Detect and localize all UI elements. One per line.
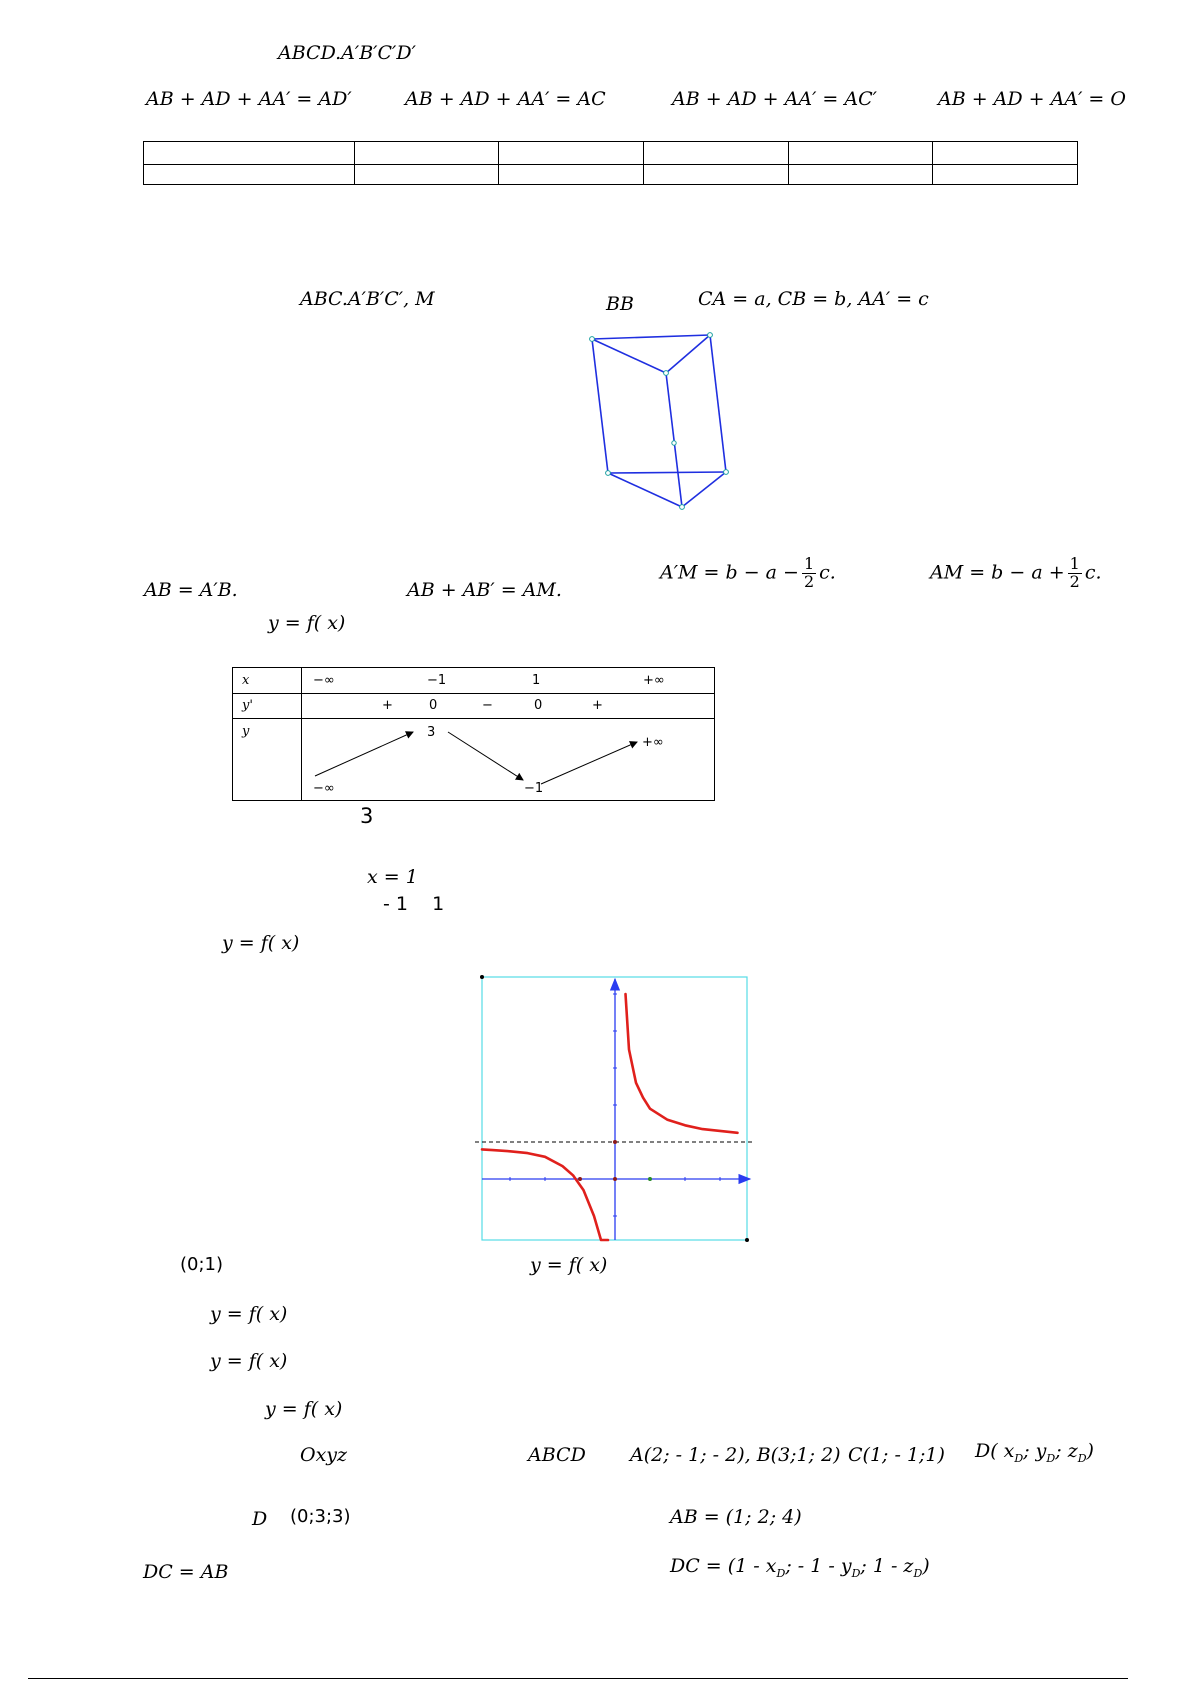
prism-edge <box>710 335 726 472</box>
x-intercept-point <box>578 1177 582 1181</box>
q2-option-d-text: AM = b − a + <box>930 561 1065 584</box>
prism-edge <box>682 472 726 507</box>
derivative-sign: + <box>382 698 393 713</box>
q2-option-a[interactable]: AB = A′B. <box>144 579 238 601</box>
q2-option-d[interactable] <box>930 556 1102 591</box>
q1-option-b[interactable]: AB + AD + AA′ = AC <box>405 88 606 110</box>
prism-edge <box>666 335 710 373</box>
vertex-point <box>708 333 713 338</box>
x-value: 1 <box>532 673 541 688</box>
q5-sol-d-coords: (0;3;3) <box>290 1506 351 1527</box>
x-value: −∞ <box>313 673 335 688</box>
x-value: +∞ <box>643 673 665 688</box>
vertex-point <box>724 470 729 475</box>
q5-figure-label: ABCD <box>528 1444 586 1466</box>
vertex-point <box>606 471 611 476</box>
hyperbola-branch-2 <box>482 1149 608 1240</box>
derivative-sign: + <box>592 698 603 713</box>
q3-option-a[interactable]: 3 <box>360 804 374 828</box>
q5-point-c: C(1; - 1;1) <box>848 1444 945 1466</box>
x-row-label: x <box>242 673 250 688</box>
q2-option-c[interactable] <box>660 556 836 591</box>
q1-option-c[interactable]: AB + AD + AA′ = AC′ <box>672 88 877 110</box>
midpoint-m <box>672 441 676 445</box>
q5-sol-dc-vector: DC = ($1 - x_D$; - $1 - y_D$; $1 - z_D$) <box>670 1555 930 1580</box>
q4-function: y = f( x) <box>222 932 300 954</box>
x-value: −1 <box>427 673 447 688</box>
q2-option-c-tail: c. <box>819 561 836 584</box>
prism-edge <box>666 373 682 507</box>
q5-system-label: Oxyz <box>300 1444 348 1466</box>
variation-table <box>232 667 715 801</box>
q4-option-c-function[interactable]: y = f( x) <box>210 1350 288 1372</box>
answer-table-row <box>144 165 1078 185</box>
answer-cell[interactable] <box>643 165 788 185</box>
derivative-sign: 0 <box>429 698 438 713</box>
answer-cell[interactable] <box>144 165 355 185</box>
answer-cell[interactable] <box>788 165 933 185</box>
q5-point-d: D( $x_D$; $y_D$; $z_D$) <box>975 1440 1094 1465</box>
prism-figure <box>580 325 740 530</box>
answer-cell[interactable] <box>933 142 1078 165</box>
answer-table-row <box>144 142 1078 165</box>
half-fraction: $\frac{1}{2}$ <box>803 554 815 591</box>
prism-edge <box>608 472 726 473</box>
vertex-point <box>590 337 595 342</box>
q3-option-d[interactable]: - 1 1 <box>383 893 445 915</box>
prism-edge <box>608 473 682 507</box>
q3-option-c[interactable]: x = 1 <box>367 866 418 888</box>
y-min-value: −1 <box>524 781 544 796</box>
arrow-up-icon <box>541 742 637 784</box>
hyperbola-branch-1 <box>626 994 738 1133</box>
q5-sol-equality: DC = AB <box>143 1561 229 1583</box>
q1-option-a[interactable]: AB + AD + AA′ = AD′ <box>146 88 352 110</box>
q4-option-d-function[interactable]: y = f( x) <box>265 1398 343 1420</box>
prism-edge <box>592 339 608 473</box>
q2-prism-label: ABC.A′B′C′, M <box>300 288 435 310</box>
arrow-up-icon <box>315 732 413 776</box>
hyperbola-graph <box>475 975 755 1245</box>
vertex-point <box>680 505 685 510</box>
point-0-1 <box>613 1140 617 1144</box>
q1-prism-label: ABCD.A′B′C′D′ <box>278 42 416 64</box>
q2-option-b[interactable]: AB + AB′ = AM. <box>407 579 562 601</box>
q5-points-ab: A(2; - 1; - 2), B(3;1; 2) <box>630 1444 841 1466</box>
y-end-value: +∞ <box>642 735 664 750</box>
half-fraction: $\frac{1}{2}$ <box>1069 554 1080 591</box>
yprime-row-label: y' <box>242 698 253 713</box>
q3-function: y = f( x) <box>268 612 346 634</box>
answer-cell[interactable] <box>354 142 499 165</box>
y-row-label: y <box>242 724 250 739</box>
answer-cell[interactable] <box>144 142 355 165</box>
frame-corner-point <box>745 1238 749 1242</box>
page-bottom-rule <box>28 1678 1128 1679</box>
answer-table <box>143 141 1078 185</box>
y-start-value: −∞ <box>313 781 335 796</box>
answer-cell[interactable] <box>499 165 644 185</box>
q2-edge-label: BB <box>606 293 634 315</box>
q4-option-a-function: y = f( x) <box>530 1254 608 1276</box>
answer-cell[interactable] <box>788 142 933 165</box>
origin-point <box>613 1177 617 1181</box>
q1-option-d[interactable]: AB + AD + AA′ = O <box>938 88 1126 110</box>
q4-option-b-function[interactable]: y = f( x) <box>210 1303 288 1325</box>
derivative-sign: − <box>482 698 493 713</box>
variation-arrows <box>233 668 714 800</box>
q2-option-d-tail: c. <box>1084 561 1102 584</box>
prism-edge <box>592 335 710 339</box>
answer-cell[interactable] <box>354 165 499 185</box>
prism-edge <box>592 339 666 373</box>
derivative-sign: 0 <box>534 698 543 713</box>
point-1-0 <box>648 1177 652 1181</box>
y-max-value: 3 <box>427 725 436 740</box>
q5-sol-ab-vector: AB = (1; 2; 4) <box>670 1506 802 1528</box>
q5-sol-d-label: D <box>252 1508 268 1530</box>
q4-option-point[interactable]: (0;1) <box>180 1254 224 1275</box>
arrow-down-icon <box>448 732 523 780</box>
vertex-point <box>664 371 669 376</box>
answer-cell[interactable] <box>643 142 788 165</box>
frame-corner-point <box>480 975 484 979</box>
answer-cell[interactable] <box>499 142 644 165</box>
q2-givens: CA = a, CB = b, AA′ = c <box>698 288 929 310</box>
q2-option-c-text: A′M = b − a − <box>660 561 799 584</box>
answer-cell[interactable] <box>933 165 1078 185</box>
